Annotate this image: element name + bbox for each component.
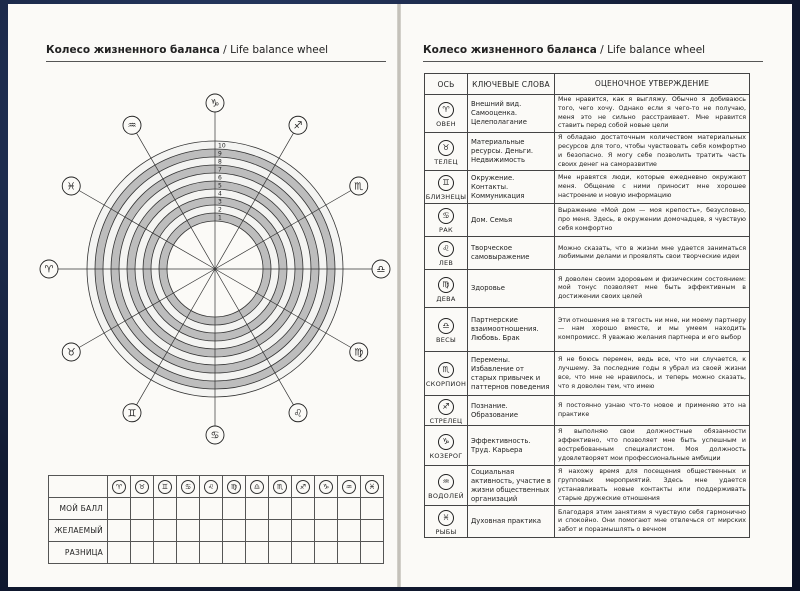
sign-statement: Я постоянно узнаю что-то новое и применяю это на практике [555, 396, 750, 426]
sign-name: БЛИЗНЕЦЫ [425, 193, 467, 202]
sign-axis-cell [425, 171, 468, 204]
signs-table-body [425, 95, 750, 538]
sign-name: СКОРПИОН [425, 379, 467, 388]
sign-statement: Я доволен своим здоровьем и физическим состоянием: мой тонус позволяет мне быть эффективным в достижении своих целей [555, 270, 750, 308]
sign-statement: Благодаря этим занятиям я чувствую себя гармонично и спокойно. Они помогают мне отвлечься от мирских забот и поразмышлять о вечном [555, 506, 750, 538]
score-header-row [49, 476, 384, 498]
sign-keywords: Партнерские взаимоотношения. Любовь. Брак [468, 308, 555, 352]
libra-icon: ♎ [376, 264, 386, 276]
score-row-label: РАЗНИЦА [49, 542, 108, 564]
score-row-label: ЖЕЛАЕМЫЙ [49, 520, 108, 542]
score-cell[interactable] [177, 520, 200, 542]
wheel-scale-label: 4 [218, 190, 222, 198]
score-cell[interactable] [223, 520, 246, 542]
score-header-cell [154, 476, 177, 498]
score-header-cell [223, 476, 246, 498]
score-cell[interactable] [177, 542, 200, 564]
aries-icon: ♈ [112, 480, 126, 494]
wheel-scale-label: 9 [218, 150, 222, 158]
sign-row [425, 396, 750, 426]
header-title-en: Life balance wheel [230, 44, 329, 56]
aquarius-icon: ♒ [438, 474, 454, 490]
sign-name: ТЕЛЕЦ [434, 157, 458, 166]
pisces-icon: ♓ [365, 480, 379, 494]
score-header-cell [246, 476, 269, 498]
score-cell[interactable] [246, 498, 269, 520]
sign-keywords: Социальная активность, участие в жизни общественных организаций [468, 466, 555, 506]
sign-axis-cell [425, 352, 468, 396]
gemini-icon: ♊ [158, 480, 172, 494]
score-cell[interactable] [292, 498, 315, 520]
pisces-icon: ♓ [438, 510, 454, 526]
sign-statement: Можно сказать, что в жизни мне удается заниматься любимыми делами и проявлять свои творческие идеи [555, 237, 750, 270]
score-row-difference [49, 542, 384, 564]
cancer-icon: ♋ [210, 430, 220, 442]
sign-statement: Выражение «Мой дом — моя крепость», безусловно, про меня. Здесь, в окружении домочадцев, я чувствую себя комфортно [555, 204, 750, 237]
wheel-scale-label: 5 [218, 182, 222, 190]
signs-header-row [425, 74, 750, 95]
sign-row [425, 506, 750, 538]
taurus-icon: ♉ [438, 140, 454, 156]
score-row-my [49, 498, 384, 520]
pisces-icon: ♓ [66, 181, 76, 193]
wheel-scale-label: 2 [218, 206, 222, 214]
sign-name: ДЕВА [436, 294, 456, 303]
score-header-cell [131, 476, 154, 498]
score-row-desired [49, 520, 384, 542]
score-header-cell [292, 476, 315, 498]
sign-axis-cell [425, 270, 468, 308]
score-cell[interactable] [108, 542, 131, 564]
sign-row [425, 95, 750, 133]
sign-row [425, 270, 750, 308]
sign-keywords: Здоровье [468, 270, 555, 308]
header-title-en: Life balance wheel [607, 44, 706, 56]
leo-icon: ♌ [438, 241, 454, 257]
life-balance-wheel [44, 98, 386, 442]
sign-statement: Мне нравится, как я выгляжу. Обычно я добиваюсь того, чего хочу. Однако если я чего-то не получаю, меня это не сильно расстраивает. Мне нравится ставить перед собой новые цели [555, 95, 750, 133]
sign-axis-cell [425, 506, 468, 538]
sign-keywords: Окружение. Контакты. Коммуникация [468, 171, 555, 204]
sign-name: РАК [439, 226, 453, 235]
wheel-scale-label: 10 [218, 142, 226, 150]
score-cell[interactable] [200, 498, 223, 520]
leo-icon: ♌ [293, 408, 303, 420]
sign-row [425, 237, 750, 270]
cancer-icon: ♋ [438, 208, 454, 224]
score-header-cell [269, 476, 292, 498]
aquarius-icon: ♒ [127, 120, 137, 132]
score-cell[interactable] [223, 542, 246, 564]
sign-row [425, 466, 750, 506]
score-corner-cell [49, 476, 108, 498]
sign-row [425, 204, 750, 237]
sign-axis-cell [425, 426, 468, 466]
scorpio-icon: ♏ [354, 181, 364, 193]
sign-statement: Мне нравятся люди, которые ежедневно окружают меня. Общение с ними приносит мне хорошее настроение и новую информацию [555, 171, 750, 204]
wheel-scale-label: 8 [218, 158, 222, 166]
libra-icon: ♎ [438, 318, 454, 334]
gemini-icon: ♊ [438, 175, 454, 191]
signs-table [424, 73, 750, 538]
score-cell[interactable] [131, 542, 154, 564]
sign-statement: Я не боюсь перемен, ведь все, что ни случается, к лучшему. За последние годы я убрал из своей жизни все, что мне не нравилось, и теперь можно сказать, что я доволен тем, что имею [555, 352, 750, 396]
wheel-scale-label: 1 [218, 214, 222, 222]
sagittarius-icon: ♐ [438, 399, 454, 415]
score-cell[interactable] [154, 498, 177, 520]
wheel-scale-label: 3 [218, 198, 222, 206]
sign-row [425, 308, 750, 352]
score-cell[interactable] [338, 498, 361, 520]
sign-axis-cell [425, 396, 468, 426]
aquarius-icon: ♒ [342, 480, 356, 494]
taurus-icon: ♉ [66, 347, 76, 359]
sign-name: ВОДОЛЕЙ [428, 491, 464, 500]
score-cell[interactable] [131, 498, 154, 520]
virgo-icon: ♍ [438, 277, 454, 293]
score-cell[interactable] [315, 520, 338, 542]
header-title-ru: Колесо жизненного баланса [46, 44, 220, 56]
score-cell[interactable] [269, 498, 292, 520]
score-cell[interactable] [292, 542, 315, 564]
sign-keywords: Духовная практика [468, 506, 555, 538]
wheel-scale-label: 7 [218, 166, 222, 174]
score-cell[interactable] [338, 520, 361, 542]
sign-keywords: Внешний вид. Самооценка. Целеполагание [468, 95, 555, 133]
cancer-icon: ♋ [181, 480, 195, 494]
sagittarius-icon: ♐ [293, 120, 303, 132]
sagittarius-icon: ♐ [296, 480, 310, 494]
aries-icon: ♈ [438, 102, 454, 118]
sign-keywords: Материальные ресурсы. Деньги. Недвижимость [468, 133, 555, 171]
score-cell[interactable] [315, 498, 338, 520]
sign-name: СТРЕЛЕЦ [429, 416, 463, 425]
score-header-cell [200, 476, 223, 498]
aries-icon: ♈ [44, 264, 54, 276]
virgo-icon: ♍ [227, 480, 241, 494]
sign-axis-cell [425, 466, 468, 506]
col-header-keywords: КЛЮЧЕВЫЕ СЛОВА [468, 74, 555, 95]
score-header-cell [338, 476, 361, 498]
score-cell[interactable] [154, 520, 177, 542]
score-header-cell [361, 476, 384, 498]
header-separator: / [223, 44, 227, 56]
sign-row [425, 171, 750, 204]
libra-icon: ♎ [250, 480, 264, 494]
sign-statement: Эти отношения не в тягость ни мне, ни моему партнеру — нам хорошо вместе, и мы умеем находить компромисс. Я уважаю желания партнера и его выбор [555, 308, 750, 352]
score-cell[interactable] [223, 498, 246, 520]
score-header-cell [108, 476, 131, 498]
score-cell[interactable] [361, 520, 384, 542]
sign-axis-cell [425, 237, 468, 270]
capricorn-icon: ♑ [319, 480, 333, 494]
score-cell[interactable] [108, 498, 131, 520]
sign-row [425, 352, 750, 396]
capricorn-icon: ♑ [438, 434, 454, 450]
leo-icon: ♌ [204, 480, 218, 494]
score-header-cell [177, 476, 200, 498]
score-table [48, 475, 384, 564]
left-header-rule [46, 61, 386, 62]
scorpio-icon: ♏ [438, 362, 454, 378]
score-cell[interactable] [361, 498, 384, 520]
score-cell[interactable] [154, 542, 177, 564]
score-cell[interactable] [338, 542, 361, 564]
sign-keywords: Дом. Семья [468, 204, 555, 237]
sign-name: ВЕСЫ [435, 335, 457, 344]
col-header-axis: ОСЬ [425, 74, 468, 95]
score-cell[interactable] [131, 520, 154, 542]
sign-name: КОЗЕРОГ [429, 451, 463, 460]
sign-statement: Я выполняю свои должностные обязанности эффективно, что позволяет мне быть успешным и востребованным специалистом. Моя должность удовлетворяет мои профессиональные амбиции [555, 426, 750, 466]
sign-keywords: Перемены. Избавление от старых привычек и паттернов поведения [468, 352, 555, 396]
wheel-scale-label: 6 [218, 174, 222, 182]
gemini-icon: ♊ [127, 408, 137, 420]
header-title-ru: Колесо жизненного баланса [423, 44, 597, 56]
col-header-statement: ОЦЕНОЧНОЕ УТВЕРЖДЕНИЕ [555, 74, 750, 95]
sign-statement: Я обладаю достаточным количеством материальных ресурсов для того, чтобы чувствовать себя комфортно и безопасно. Я могу себе позволить тратить часть своих денег на саморазвитие [555, 133, 750, 171]
score-cell[interactable] [108, 520, 131, 542]
score-cell[interactable] [200, 542, 223, 564]
sign-row [425, 426, 750, 466]
sign-axis-cell [425, 95, 468, 133]
right-header-rule [423, 61, 763, 62]
score-cell[interactable] [246, 542, 269, 564]
sign-keywords: Познание. Образование [468, 396, 555, 426]
taurus-icon: ♉ [135, 480, 149, 494]
sign-axis-cell [425, 308, 468, 352]
sign-axis-cell [425, 204, 468, 237]
score-row-label: МОЙ БАЛЛ [49, 498, 108, 520]
score-cell[interactable] [315, 542, 338, 564]
sign-name: РЫБЫ [435, 527, 457, 536]
score-cell[interactable] [200, 520, 223, 542]
sign-name: ЛЕВ [438, 259, 454, 268]
score-header-cell [315, 476, 338, 498]
score-cell[interactable] [292, 520, 315, 542]
sign-row [425, 133, 750, 171]
sign-keywords: Эффективность. Труд. Карьера [468, 426, 555, 466]
virgo-icon: ♍ [354, 347, 364, 359]
score-cell[interactable] [246, 520, 269, 542]
capricorn-icon: ♑ [210, 98, 220, 110]
sign-name: ОВЕН [436, 119, 456, 128]
left-running-header [46, 44, 328, 56]
score-cell[interactable] [269, 520, 292, 542]
sign-keywords: Творческое самовыражение [468, 237, 555, 270]
score-cell[interactable] [269, 542, 292, 564]
right-running-header [423, 44, 705, 56]
score-cell[interactable] [177, 498, 200, 520]
header-separator: / [600, 44, 604, 56]
sign-axis-cell [425, 133, 468, 171]
scorpio-icon: ♏ [273, 480, 287, 494]
score-cell[interactable] [361, 542, 384, 564]
sign-statement: Я нахожу время для посещения общественных и групповых мероприятий. Здесь мне удается устанавливать новые контакты или поддерживать старые дружеские отношения [555, 466, 750, 506]
